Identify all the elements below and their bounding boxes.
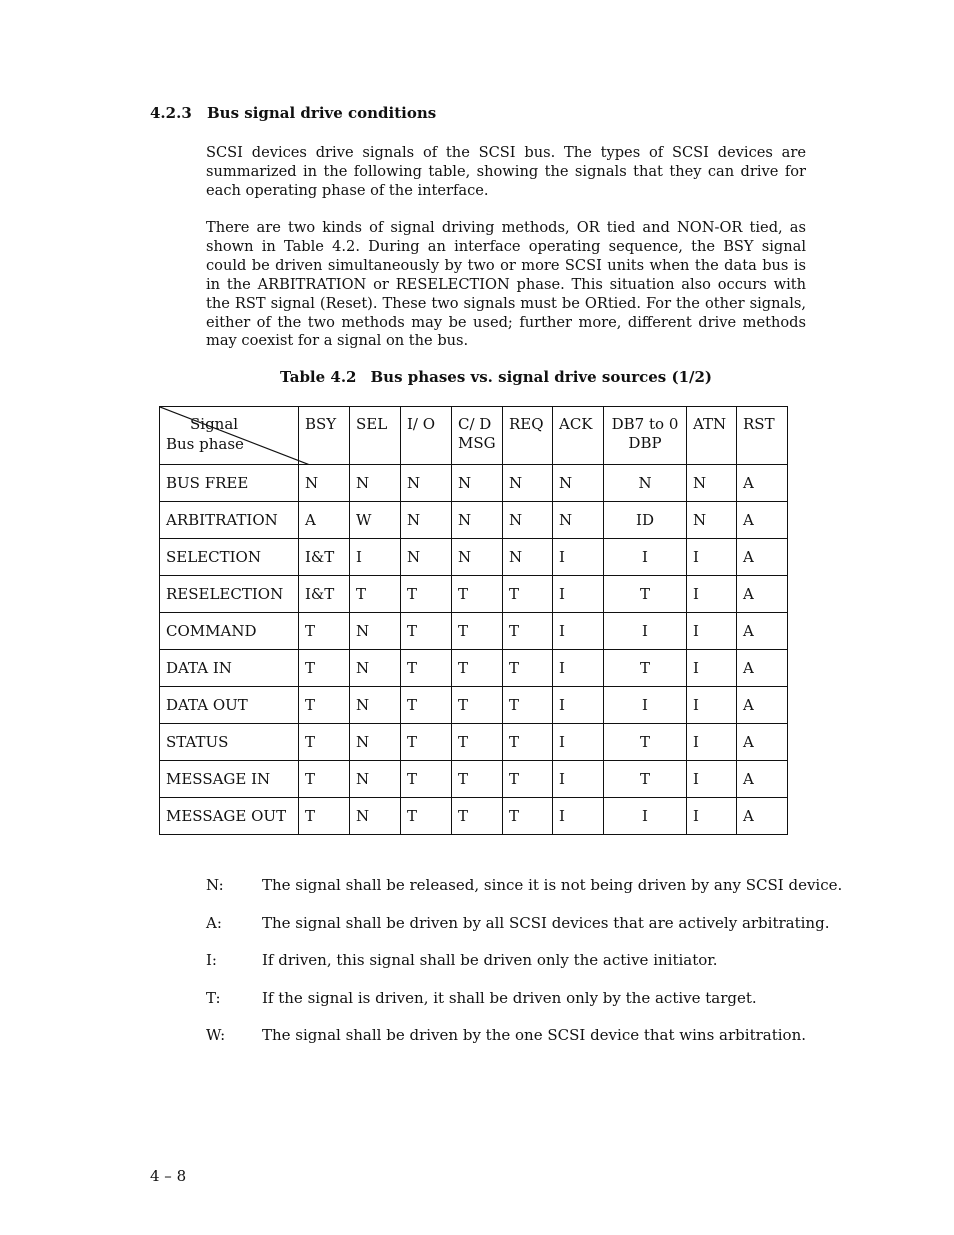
table-row	[160, 724, 788, 761]
table-cell: N	[350, 687, 401, 724]
paragraph: There are two kinds of signal driving methods, OR tied and NON-OR tied, as shown in Table 4.2. During an interface operating sequence, the BSY signal could be driven simultaneously by two or more SCSI units when the data bus is in the ARBITRATION or RESELECTION phase. This situation also occurs with the RST signal (Reset). These two signals must be ORtied. For the other signals, either of the two methods may be used; further more, different drive methods may coexist for a signal on the bus.	[206, 219, 806, 350]
table-cell: T	[401, 724, 452, 761]
table-cell: A	[737, 650, 788, 687]
table-cell: N	[452, 465, 503, 502]
table-cell: I	[687, 650, 737, 687]
table-cell: I	[604, 798, 687, 835]
table-cell: N	[553, 502, 604, 539]
column-header-req: REQ	[503, 407, 553, 465]
table-cell: T	[604, 576, 687, 613]
table-cell: T	[299, 798, 350, 835]
page-number: 4 – 8	[150, 1167, 187, 1185]
table-cell: N	[452, 539, 503, 576]
table-cell: I	[553, 724, 604, 761]
table-cell: I&T	[299, 576, 350, 613]
table-cell: T	[401, 687, 452, 724]
table-cell: T	[503, 724, 553, 761]
table-cell: N	[604, 465, 687, 502]
table-cell: T	[401, 761, 452, 798]
table-cell: A	[737, 724, 788, 761]
table-row	[160, 465, 788, 502]
table-caption	[280, 368, 712, 386]
table-cell: T	[401, 613, 452, 650]
table-cell: N	[401, 502, 452, 539]
column-header-db: DB7 to 0 DBP	[604, 407, 687, 465]
row-phase-label: COMMAND	[160, 613, 299, 650]
table-cell: N	[350, 724, 401, 761]
column-header-io: I/ O	[401, 407, 452, 465]
table-cell: T	[452, 724, 503, 761]
legend-key: N:	[206, 876, 224, 894]
table-cell: I	[687, 724, 737, 761]
table-cell: A	[299, 502, 350, 539]
table-cell: W	[350, 502, 401, 539]
corner-signal-label: Signal	[190, 415, 239, 433]
column-header-cd-msg: C/ D MSG	[452, 407, 503, 465]
legend-item	[206, 1026, 826, 1044]
table-cell: N	[350, 465, 401, 502]
table-row	[160, 539, 788, 576]
table-cell: T	[452, 576, 503, 613]
row-phase-label: DATA IN	[160, 650, 299, 687]
row-phase-label: MESSAGE OUT	[160, 798, 299, 835]
table-cell: T	[503, 798, 553, 835]
section-title: Bus signal drive conditions	[207, 104, 437, 122]
legend-text: If the signal is driven, it shall be driven only by the active target.	[262, 989, 757, 1007]
table-cell: N	[299, 465, 350, 502]
table-row	[160, 502, 788, 539]
table-cell: N	[350, 761, 401, 798]
table-cell: I	[687, 539, 737, 576]
legend-item	[206, 989, 826, 1007]
table-cell: T	[452, 798, 503, 835]
table-cell: N	[350, 613, 401, 650]
column-header-bsy: BSY	[299, 407, 350, 465]
legend-key: T:	[206, 989, 221, 1007]
table-cell: T	[452, 761, 503, 798]
table-cell: T	[503, 761, 553, 798]
table-cell: N	[401, 539, 452, 576]
table-cell: T	[503, 687, 553, 724]
table-cell: A	[737, 687, 788, 724]
table-cell: I	[687, 613, 737, 650]
legend-text: The signal shall be released, since it is not being driven by any SCSI device.	[262, 876, 843, 894]
table-corner-cell	[160, 407, 299, 465]
table-cell: T	[299, 687, 350, 724]
legend-key: A:	[206, 914, 222, 932]
table-cell: I	[553, 650, 604, 687]
table-cell: I	[553, 687, 604, 724]
row-phase-label: SELECTION	[160, 539, 299, 576]
table-cell: T	[604, 724, 687, 761]
table-cell: A	[737, 613, 788, 650]
table-header-row	[160, 407, 788, 465]
column-header-sel: SEL	[350, 407, 401, 465]
table-caption-title: Bus phases vs. signal drive sources (1/2)	[370, 368, 713, 386]
table-cell: I	[604, 539, 687, 576]
legend-item	[206, 914, 830, 932]
table-cell: I	[687, 687, 737, 724]
table-cell: T	[299, 650, 350, 687]
table-cell: ID	[604, 502, 687, 539]
table-cell: I	[687, 798, 737, 835]
table-cell: T	[299, 724, 350, 761]
table-cell: N	[401, 465, 452, 502]
column-header-ack: ACK	[553, 407, 604, 465]
table-body	[160, 465, 788, 835]
table-cell: T	[503, 650, 553, 687]
table-cell: A	[737, 798, 788, 835]
table-cell: N	[350, 650, 401, 687]
table-row	[160, 576, 788, 613]
paragraph: SCSI devices drive signals of the SCSI bus. The types of SCSI devices are summarized in the following table, showing the signals that they can drive for each operating phase of the interface.	[206, 144, 806, 199]
legend-text: The signal shall be driven by the one SCSI device that wins arbitration.	[262, 1026, 806, 1044]
row-phase-label: RESELECTION	[160, 576, 299, 613]
row-phase-label: ARBITRATION	[160, 502, 299, 539]
table-cell: T	[452, 613, 503, 650]
table-cell: N	[503, 465, 553, 502]
table-cell: T	[401, 576, 452, 613]
table-cell: T	[350, 576, 401, 613]
signal-drive-table	[159, 406, 788, 835]
table-cell: I	[553, 798, 604, 835]
column-header-atn: ATN	[687, 407, 737, 465]
table-row	[160, 650, 788, 687]
corner-phase-label: Bus phase	[166, 435, 244, 453]
legend-text: If driven, this signal shall be driven only the active initiator.	[262, 951, 718, 969]
table-cell: N	[350, 798, 401, 835]
legend-text: The signal shall be driven by all SCSI devices that are actively arbitrating.	[262, 914, 830, 932]
legend-key: I:	[206, 951, 217, 969]
table-cell: I	[604, 687, 687, 724]
row-phase-label: MESSAGE IN	[160, 761, 299, 798]
table-cell: T	[401, 650, 452, 687]
table-cell: T	[503, 576, 553, 613]
table-cell: N	[503, 539, 553, 576]
table-row	[160, 613, 788, 650]
table-cell: N	[503, 502, 553, 539]
table-cell: I	[350, 539, 401, 576]
section-number: 4.2.3	[150, 104, 192, 122]
table-cell: I	[553, 576, 604, 613]
table-cell: A	[737, 539, 788, 576]
section-heading	[150, 104, 436, 122]
column-header-rst: RST	[737, 407, 788, 465]
table-cell: T	[503, 613, 553, 650]
legend-key: W:	[206, 1026, 226, 1044]
table-row	[160, 761, 788, 798]
table-cell: I	[604, 613, 687, 650]
table-cell: A	[737, 576, 788, 613]
table-cell: T	[604, 650, 687, 687]
legend-item	[206, 951, 826, 969]
table-cell: A	[737, 761, 788, 798]
table-cell: T	[299, 613, 350, 650]
table-cell: A	[737, 502, 788, 539]
table-cell: A	[737, 465, 788, 502]
table-cell: I	[553, 539, 604, 576]
table-cell: T	[452, 687, 503, 724]
table-cell: N	[553, 465, 604, 502]
table-cell: T	[452, 650, 503, 687]
table-cell: I&T	[299, 539, 350, 576]
table-cell: I	[687, 761, 737, 798]
row-phase-label: DATA OUT	[160, 687, 299, 724]
table-cell: N	[452, 502, 503, 539]
table-cell: I	[553, 761, 604, 798]
table-cell: T	[299, 761, 350, 798]
table-cell: T	[604, 761, 687, 798]
table-cell: T	[401, 798, 452, 835]
row-phase-label: STATUS	[160, 724, 299, 761]
table-row	[160, 798, 788, 835]
table-cell: N	[687, 465, 737, 502]
table-cell: I	[687, 576, 737, 613]
table-row	[160, 687, 788, 724]
table-cell: N	[687, 502, 737, 539]
legend-item	[206, 876, 843, 894]
row-phase-label: BUS FREE	[160, 465, 299, 502]
table-cell: I	[553, 613, 604, 650]
table-caption-number: Table 4.2	[280, 368, 357, 386]
